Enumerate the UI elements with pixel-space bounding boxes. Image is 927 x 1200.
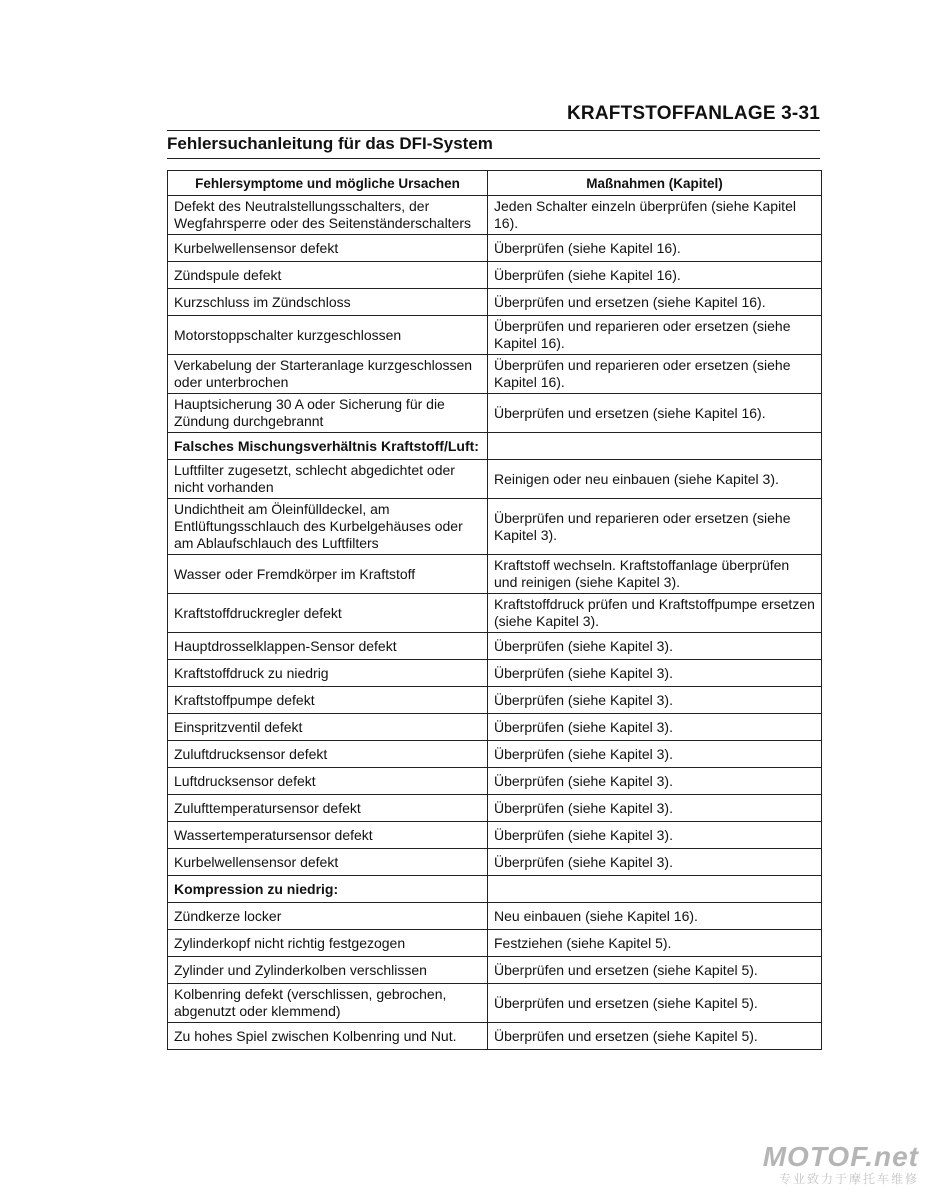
- table-row: [168, 768, 822, 795]
- action-cell: Überprüfen (siehe Kapitel 3).: [488, 741, 822, 768]
- action-cell: Überprüfen (siehe Kapitel 3).: [488, 795, 822, 822]
- table-row: [168, 984, 822, 1023]
- cause-cell: Zuluftdrucksensor defekt: [168, 741, 488, 768]
- cause-cell: Zulufttemperatursensor defekt: [168, 795, 488, 822]
- action-cell: Überprüfen (siehe Kapitel 3).: [488, 822, 822, 849]
- table-row: [168, 660, 822, 687]
- table-row: [168, 957, 822, 984]
- table-row: [168, 355, 822, 394]
- table-row: [168, 714, 822, 741]
- action-cell: Kraftstoff wechseln. Kraftstoffanlage überprüfen und reinigen (siehe Kapitel 3).: [488, 555, 822, 594]
- cause-cell: Einspritzventil defekt: [168, 714, 488, 741]
- table-row: [168, 687, 822, 714]
- table-body: [168, 196, 822, 1050]
- cause-cell: Zylinder und Zylinderkolben verschlissen: [168, 957, 488, 984]
- table-row: [168, 594, 822, 633]
- cause-cell: Zündkerze locker: [168, 903, 488, 930]
- table-row: [168, 930, 822, 957]
- action-cell: Überprüfen und reparieren oder ersetzen (siehe Kapitel 3).: [488, 499, 822, 555]
- cause-cell: Luftfilter zugesetzt, schlecht abgedichtet oder nicht vorhanden: [168, 460, 488, 499]
- action-cell: Überprüfen und ersetzen (siehe Kapitel 5).: [488, 1023, 822, 1050]
- action-cell: Überprüfen und reparieren oder ersetzen (siehe Kapitel 16).: [488, 316, 822, 355]
- action-cell: Überprüfen und ersetzen (siehe Kapitel 16).: [488, 394, 822, 433]
- action-cell: Überprüfen und ersetzen (siehe Kapitel 5).: [488, 984, 822, 1023]
- cause-cell: Undichtheit am Öleinfülldeckel, am Entlüftungsschlauch des Kurbelgehäuses oder am Ablaufschlauch des Luftfilters: [168, 499, 488, 555]
- table-row: [168, 262, 822, 289]
- watermark-logo: MOTOF.net: [762, 1141, 919, 1172]
- cause-cell: Kurzschluss im Zündschloss: [168, 289, 488, 316]
- cause-cell: Zündspule defekt: [168, 262, 488, 289]
- watermark-subtitle: 专业致力于摩托车维修: [778, 1172, 919, 1186]
- section-title: Fehlersuchanleitung für das DFI-System: [167, 134, 493, 153]
- cause-cell: Kompression zu niedrig:: [168, 876, 488, 903]
- cause-cell: Kurbelwellensensor defekt: [168, 235, 488, 262]
- table-row: [168, 1023, 822, 1050]
- cause-cell: Zu hohes Spiel zwischen Kolbenring und Nut.: [168, 1023, 488, 1050]
- column-header-actions: Maßnahmen (Kapitel): [488, 171, 822, 196]
- table-row: [168, 289, 822, 316]
- cause-cell: Luftdrucksensor defekt: [168, 768, 488, 795]
- action-cell: Reinigen oder neu einbauen (siehe Kapitel 3).: [488, 460, 822, 499]
- table-row: [168, 795, 822, 822]
- action-cell: Festziehen (siehe Kapitel 5).: [488, 930, 822, 957]
- cause-cell: Hauptdrosselklappen-Sensor defekt: [168, 633, 488, 660]
- action-cell: Überprüfen (siehe Kapitel 3).: [488, 768, 822, 795]
- table-row: [168, 633, 822, 660]
- action-cell: Überprüfen (siehe Kapitel 16).: [488, 262, 822, 289]
- column-header-causes: Fehlersymptome und mögliche Ursachen: [168, 171, 488, 196]
- table-row: [168, 499, 822, 555]
- cause-cell: Zylinderkopf nicht richtig festgezogen: [168, 930, 488, 957]
- table-group-row: [168, 876, 822, 903]
- cause-cell: Hauptsicherung 30 A oder Sicherung für die Zündung durchgebrannt: [168, 394, 488, 433]
- cause-cell: Kraftstoffdruck zu niedrig: [168, 660, 488, 687]
- action-cell: Überprüfen (siehe Kapitel 3).: [488, 714, 822, 741]
- table-row: [168, 394, 822, 433]
- table-row: [168, 460, 822, 499]
- header-rule-bottom: [167, 158, 820, 159]
- table-row: [168, 849, 822, 876]
- troubleshooting-table: [167, 170, 822, 1050]
- table-row: [168, 822, 822, 849]
- table-row: [168, 235, 822, 262]
- cause-cell: Falsches Mischungsverhältnis Kraftstoff/Luft:: [168, 433, 488, 460]
- table-row: [168, 316, 822, 355]
- cause-cell: Defekt des Neutralstellungsschalters, der Wegfahrsperre oder des Seitenständerschalters: [168, 196, 488, 235]
- watermark: [763, 1142, 919, 1186]
- chapter-title: KRAFTSTOFFANLAGE 3-31: [567, 103, 820, 124]
- action-cell: [488, 876, 822, 903]
- cause-cell: Kurbelwellensensor defekt: [168, 849, 488, 876]
- cause-cell: Kraftstoffpumpe defekt: [168, 687, 488, 714]
- cause-cell: Wassertemperatursensor defekt: [168, 822, 488, 849]
- action-cell: Überprüfen (siehe Kapitel 3).: [488, 849, 822, 876]
- action-cell: Überprüfen und reparieren oder ersetzen (siehe Kapitel 16).: [488, 355, 822, 394]
- action-cell: Jeden Schalter einzeln überprüfen (siehe Kapitel 16).: [488, 196, 822, 235]
- action-cell: Überprüfen und ersetzen (siehe Kapitel 5).: [488, 957, 822, 984]
- action-cell: Überprüfen (siehe Kapitel 16).: [488, 235, 822, 262]
- action-cell: Überprüfen (siehe Kapitel 3).: [488, 687, 822, 714]
- cause-cell: Kolbenring defekt (verschlissen, gebrochen, abgenutzt oder klemmend): [168, 984, 488, 1023]
- cause-cell: Verkabelung der Starteranlage kurzgeschlossen oder unterbrochen: [168, 355, 488, 394]
- header-rule-top: [167, 130, 820, 131]
- table-group-row: [168, 433, 822, 460]
- action-cell: Neu einbauen (siehe Kapitel 16).: [488, 903, 822, 930]
- action-cell: Überprüfen (siehe Kapitel 3).: [488, 633, 822, 660]
- action-cell: Kraftstoffdruck prüfen und Kraftstoffpumpe ersetzen (siehe Kapitel 3).: [488, 594, 822, 633]
- table-row: [168, 555, 822, 594]
- table-header-row: [168, 171, 822, 196]
- cause-cell: Motorstoppschalter kurzgeschlossen: [168, 316, 488, 355]
- action-cell: Überprüfen (siehe Kapitel 3).: [488, 660, 822, 687]
- action-cell: Überprüfen und ersetzen (siehe Kapitel 16).: [488, 289, 822, 316]
- table-row: [168, 903, 822, 930]
- action-cell: [488, 433, 822, 460]
- table-row: [168, 196, 822, 235]
- cause-cell: Kraftstoffdruckregler defekt: [168, 594, 488, 633]
- table-row: [168, 741, 822, 768]
- cause-cell: Wasser oder Fremdkörper im Kraftstoff: [168, 555, 488, 594]
